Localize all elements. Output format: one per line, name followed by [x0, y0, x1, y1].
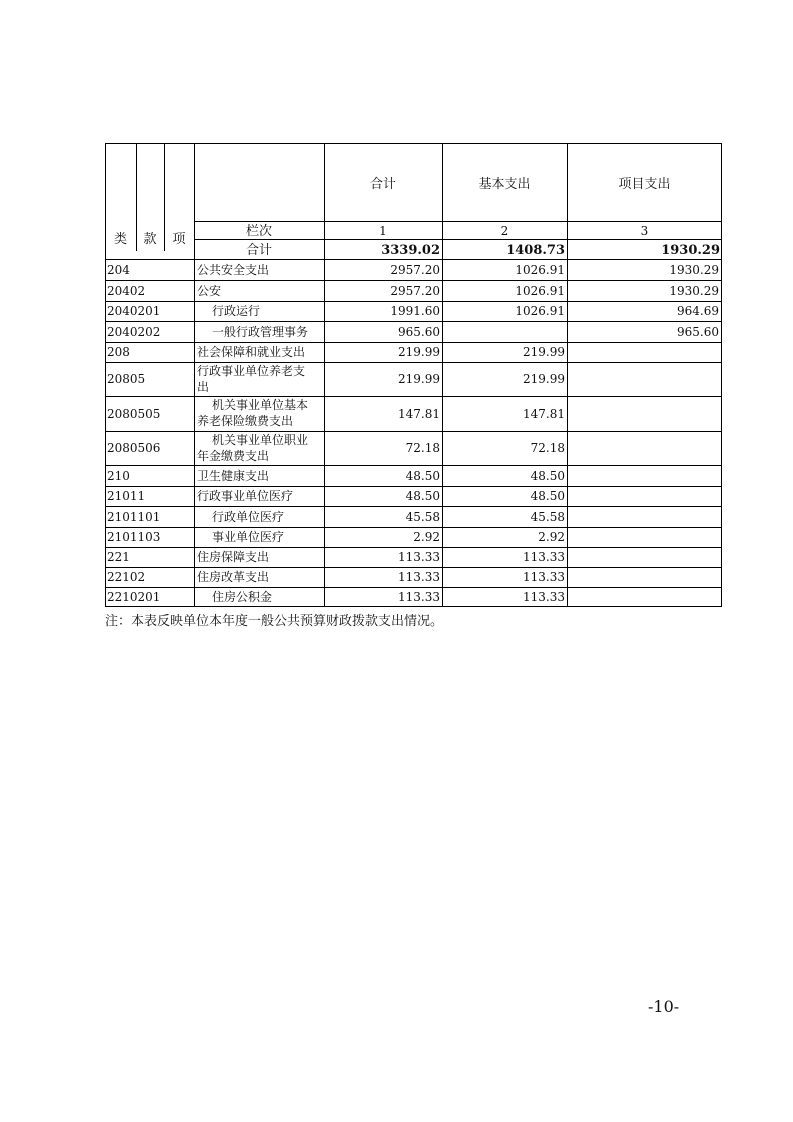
- row-line: [105, 259, 722, 260]
- row-basic: 48.50: [530, 469, 565, 483]
- row-name-line1: 机关事业单位基本: [212, 398, 309, 412]
- header-total-line: [194, 239, 722, 240]
- total-row-label: 合计: [245, 243, 272, 258]
- row-code: 2080505: [107, 407, 161, 421]
- row-basic: 1026.91: [515, 304, 565, 318]
- row-total: 48.50: [405, 489, 440, 503]
- row-name: 行政运行: [212, 304, 261, 318]
- row-basic: 1026.91: [515, 263, 565, 277]
- col-divider-basic: [567, 143, 568, 607]
- row-code: 210: [107, 469, 130, 483]
- row-total: 965.60: [398, 325, 440, 339]
- header-col-basic: 基本支出: [478, 177, 531, 192]
- row-basic: 45.58: [530, 510, 565, 524]
- row-line: [105, 567, 722, 568]
- total-row-project: 1930.29: [661, 243, 720, 258]
- row-total: 2.92: [413, 530, 440, 544]
- row-project: 965.60: [677, 325, 719, 339]
- row-name: 住房改革支出: [197, 570, 270, 584]
- row-basic: 1026.91: [515, 284, 565, 298]
- row-line: [105, 321, 722, 322]
- row-code: 208: [107, 345, 130, 359]
- row-code: 2040202: [107, 325, 161, 339]
- row-code: 204: [107, 263, 130, 277]
- row-project: 964.69: [677, 304, 719, 318]
- header-lanci-3: 3: [640, 224, 649, 238]
- row-name-line1: 机关事业单位职业: [212, 433, 309, 447]
- row-basic: 147.81: [523, 407, 565, 421]
- row-basic: 113.33: [523, 570, 565, 584]
- page-number: -10-: [648, 997, 680, 1016]
- row-line: [105, 301, 722, 302]
- row-total: 113.33: [398, 590, 440, 604]
- row-name: 住房公积金: [212, 590, 273, 604]
- row-name-line1: 行政事业单位养老支: [197, 364, 306, 378]
- header-lanci-1: 1: [379, 224, 387, 238]
- row-name-line2: 养老保险缴费支出: [197, 414, 294, 428]
- header-xiang: 项: [172, 232, 186, 247]
- row-total: 45.58: [405, 510, 440, 524]
- header-kuan: 款: [143, 232, 157, 247]
- row-total: 72.18: [405, 441, 440, 455]
- row-code: 2210201: [107, 590, 161, 604]
- row-line: [105, 465, 722, 466]
- row-name-line2: 年金缴费支出: [197, 449, 270, 463]
- header-lanci-2: 2: [500, 224, 509, 238]
- row-code: 20402: [107, 284, 146, 298]
- row-total: 219.99: [398, 372, 440, 386]
- row-basic: 72.18: [530, 441, 565, 455]
- header-col-project: 项目支出: [618, 177, 671, 192]
- row-basic: 113.33: [523, 550, 565, 564]
- col-divider-code: [194, 143, 195, 607]
- row-name-line2: 出: [197, 380, 210, 394]
- row-name: 一般行政管理事务: [212, 325, 309, 339]
- row-basic: 219.99: [523, 372, 565, 386]
- row-code: 221: [107, 550, 130, 564]
- row-line: [105, 527, 722, 528]
- table-border-top: [105, 143, 722, 144]
- row-line: [105, 486, 722, 487]
- row-code: 21011: [107, 489, 146, 503]
- row-project: 1930.29: [669, 263, 719, 277]
- row-code: 2040201: [107, 304, 161, 318]
- header-col-total: 合计: [369, 177, 396, 192]
- table-note: 注：本表反映单位本年度一般公共预算财政拨款支出情况。: [105, 614, 444, 629]
- total-row-total: 3339.02: [381, 243, 440, 258]
- row-total: 113.33: [398, 550, 440, 564]
- row-code: 2101101: [107, 510, 161, 524]
- header-lei: 类: [113, 232, 127, 247]
- header-lanci: 栏次: [245, 224, 272, 239]
- row-name: 住房保障支出: [197, 550, 270, 564]
- row-code: 2080506: [107, 441, 161, 455]
- row-total: 48.50: [405, 469, 440, 483]
- row-basic: 48.50: [530, 489, 565, 503]
- header-lanci-line: [194, 221, 722, 222]
- table-border-left: [105, 143, 106, 607]
- row-name: 行政事业单位医疗: [197, 489, 294, 503]
- row-total: 113.33: [398, 570, 440, 584]
- row-line: [105, 587, 722, 588]
- row-line: [105, 547, 722, 548]
- row-total: 1991.60: [390, 304, 440, 318]
- row-line: [105, 506, 722, 507]
- row-name: 事业单位医疗: [212, 530, 285, 544]
- row-total: 147.81: [398, 407, 440, 421]
- row-code: 20805: [107, 372, 146, 386]
- row-total: 219.99: [398, 345, 440, 359]
- row-basic: 219.99: [523, 345, 565, 359]
- row-project: 1930.29: [669, 284, 719, 298]
- row-name: 公共安全支出: [197, 263, 270, 277]
- total-row-basic: 1408.73: [506, 243, 565, 258]
- row-line: [105, 280, 722, 281]
- row-name: 行政单位医疗: [212, 510, 285, 524]
- table-border-right: [721, 143, 722, 607]
- table-border-bottom: [105, 606, 722, 607]
- row-line: [105, 396, 722, 397]
- row-name: 卫生健康支出: [197, 469, 270, 483]
- row-total: 2957.20: [390, 263, 440, 277]
- row-line: [105, 342, 722, 343]
- row-name: 社会保障和就业支出: [197, 345, 306, 359]
- row-basic: 2.92: [538, 530, 565, 544]
- row-line: [105, 362, 722, 363]
- row-name: 公安: [197, 284, 222, 298]
- row-line: [105, 431, 722, 432]
- row-code: 22102: [107, 570, 146, 584]
- row-total: 2957.20: [390, 284, 440, 298]
- row-code: 2101103: [107, 530, 161, 544]
- row-basic: 113.33: [523, 590, 565, 604]
